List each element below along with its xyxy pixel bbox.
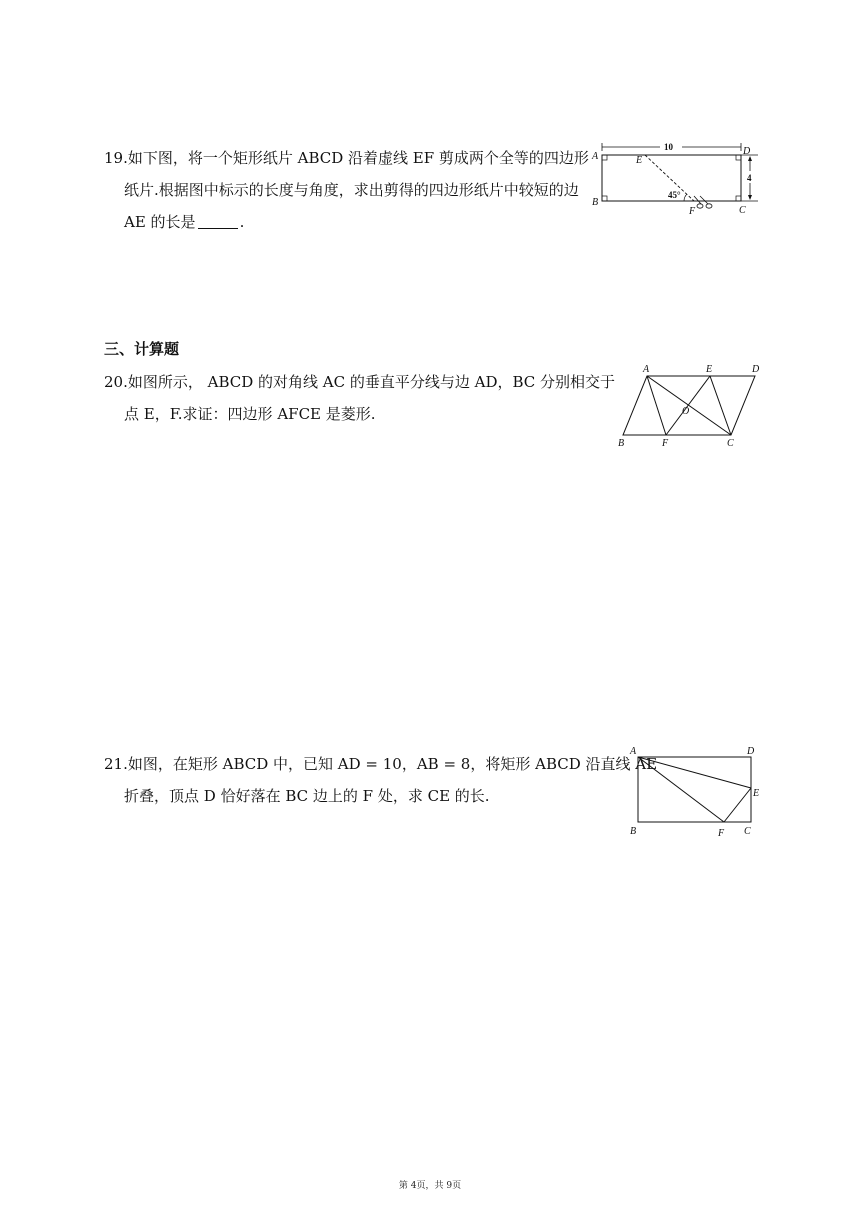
line-af xyxy=(638,757,724,822)
label-f: F xyxy=(689,206,696,217)
label-c: C xyxy=(727,438,734,449)
label-e: E xyxy=(706,364,713,375)
rectangle-abcd xyxy=(638,757,751,822)
q21-line-2: 折叠，顶点 D 恰好落在 BC 边上的 F 处，求 CE 的长. xyxy=(124,787,490,805)
answer-blank[interactable] xyxy=(198,210,238,229)
figure-21 xyxy=(626,742,766,840)
fold-line-ae xyxy=(638,757,751,788)
q19-line-3 xyxy=(104,206,589,238)
label-e: E xyxy=(636,155,643,166)
figure-20 xyxy=(612,362,772,452)
right-angle-a xyxy=(602,155,607,160)
right-angle-c xyxy=(736,196,741,201)
dim-label-4: 4 xyxy=(747,173,752,183)
label-d: D xyxy=(752,364,760,375)
label-c: C xyxy=(739,205,746,216)
section-heading: 三、计算题 xyxy=(104,340,180,358)
label-a: A xyxy=(630,746,637,757)
q19-line-3-end: . xyxy=(239,213,245,231)
q21-line-1: 21.如图，在矩形 ABCD 中，已知 AD = 10，AB = 8，将矩形 ABCD 沿直线 AE xyxy=(104,755,658,773)
q19-line-3-text: AE 的长是 xyxy=(124,213,196,231)
line-ec xyxy=(710,376,731,435)
label-d: D xyxy=(743,146,751,157)
right-angle-b xyxy=(602,196,607,201)
page-footer: 第 4页，共 9页 xyxy=(398,1181,462,1191)
question-21 xyxy=(104,748,657,812)
label-d: D xyxy=(747,746,755,757)
label-e: E xyxy=(753,788,760,799)
label-b: B xyxy=(592,197,599,208)
line-af xyxy=(647,376,666,435)
label-o: O xyxy=(682,406,690,417)
q20-line-2: 点 E，F.求证：四边形 AFCE 是菱形. xyxy=(124,405,376,423)
question-20 xyxy=(104,366,615,430)
angle-label: 45° xyxy=(668,190,681,200)
label-a: A xyxy=(643,364,650,375)
label-b: B xyxy=(630,826,637,837)
dim-label-10: 10 xyxy=(664,142,673,152)
q19-line-2: 纸片.根据图中标示的长度与角度，求出剪得的四边形纸片中较短的边 xyxy=(124,181,579,199)
label-f: F xyxy=(662,438,669,449)
angle-arc xyxy=(684,194,687,201)
arrow-down xyxy=(748,195,752,200)
label-b: B xyxy=(618,438,625,449)
q19-line-1: 19.如下图，将一个矩形纸片 ABCD 沿着虚线 EF 剪成两个全等的四边形 xyxy=(104,149,589,167)
right-angle-d xyxy=(736,155,741,160)
scissors-icon xyxy=(694,196,712,208)
question-19 xyxy=(104,142,589,238)
label-a: A xyxy=(592,151,599,162)
q20-line-1: 20.如图所示， ABCD 的对角线 AC 的垂直平分线与边 AD，BC 分别相交于 xyxy=(104,373,616,391)
label-f: F xyxy=(718,828,725,839)
figure-19 xyxy=(590,138,770,218)
label-c: C xyxy=(744,826,751,837)
line-fe xyxy=(724,788,751,822)
